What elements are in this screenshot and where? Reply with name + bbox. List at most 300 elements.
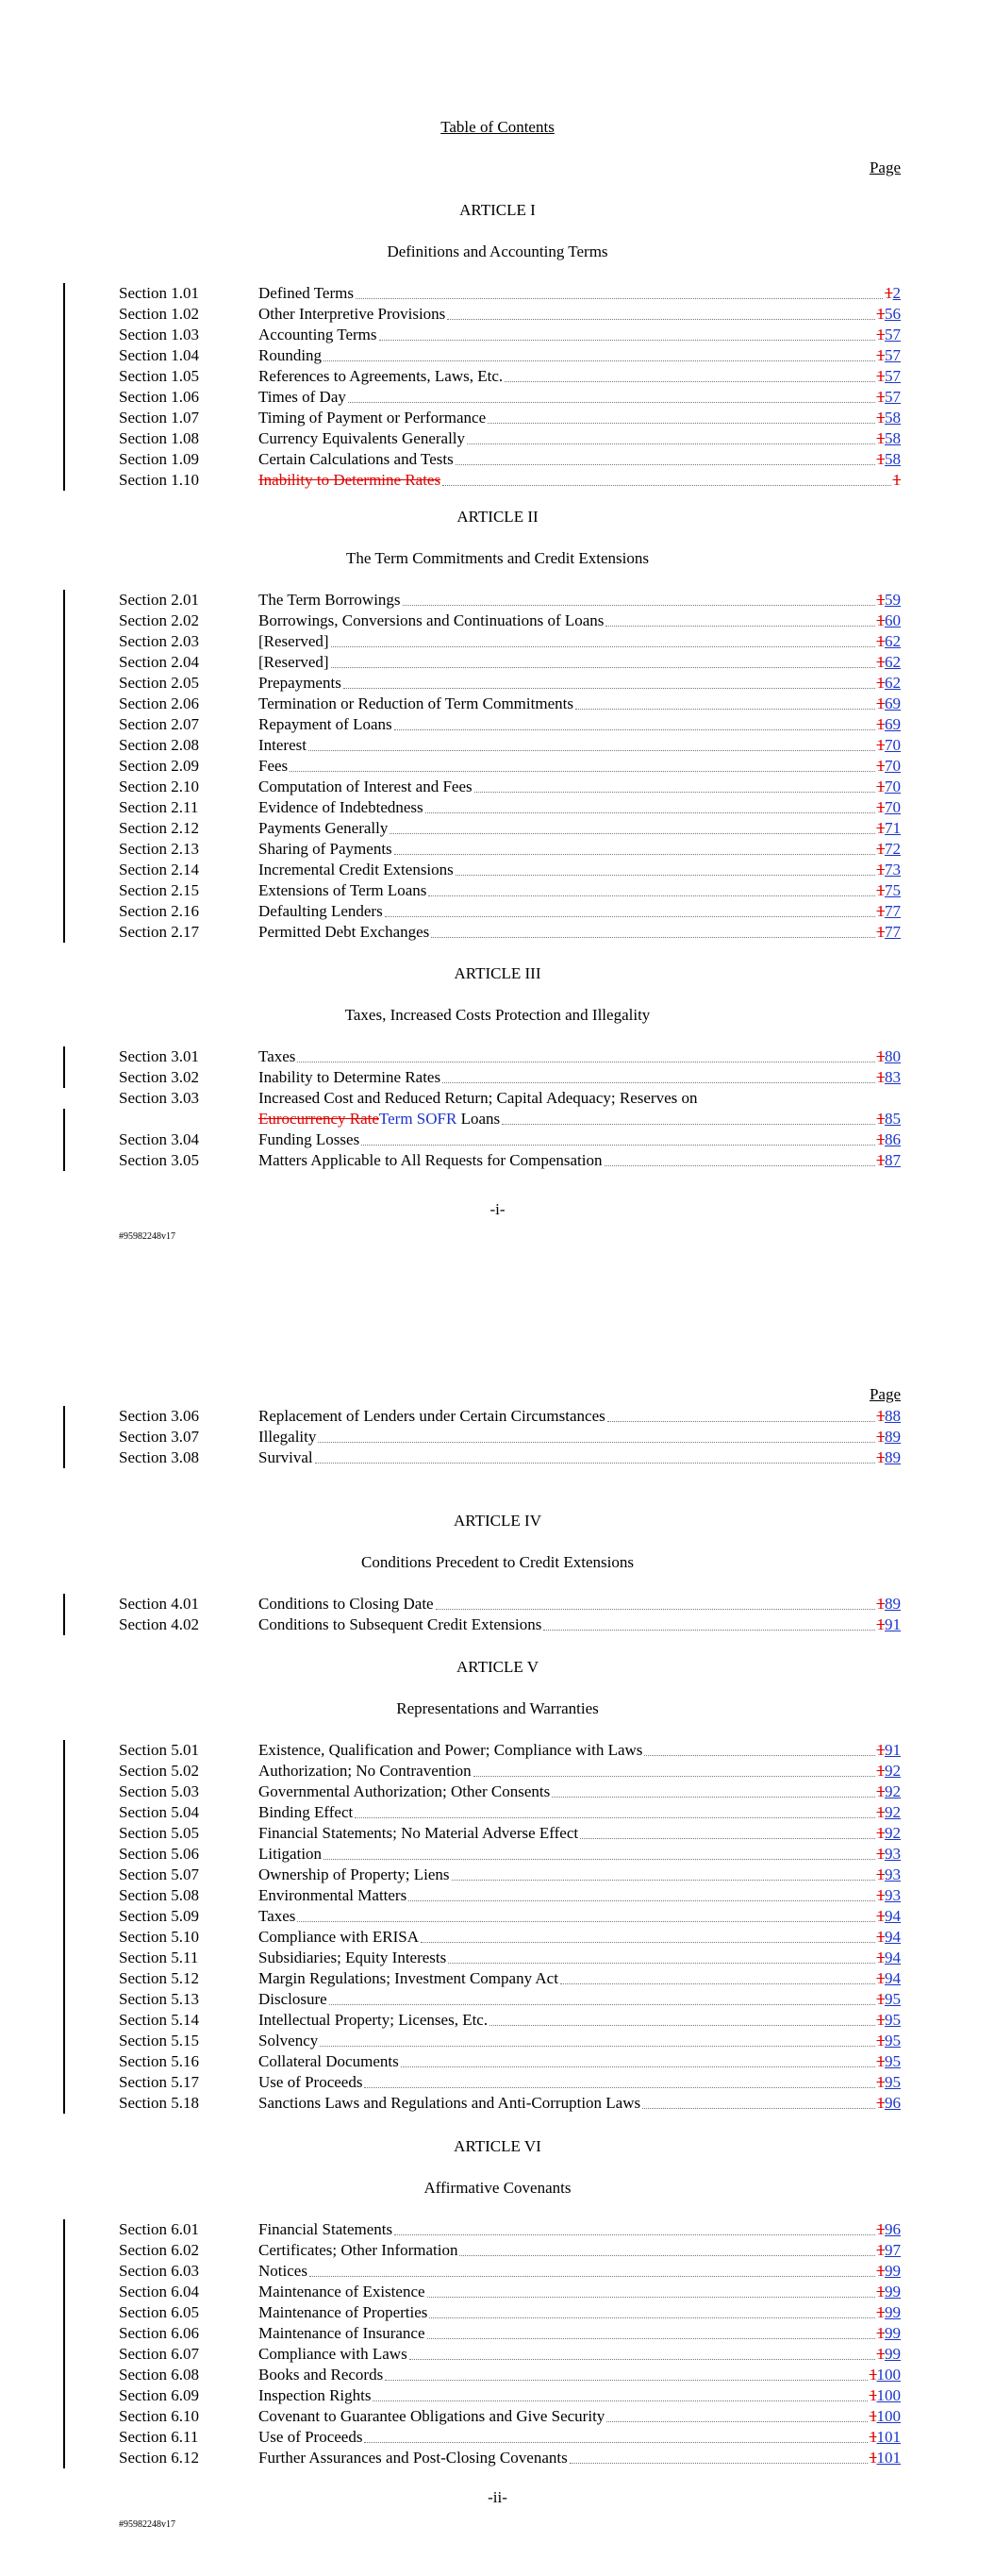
toc-entry-link[interactable] — [258, 694, 901, 714]
article-heading: ARTICLE III — [454, 964, 541, 982]
toc-entry — [0, 839, 995, 860]
dot-leader — [297, 1920, 874, 1922]
toc-entry-link[interactable] — [258, 611, 901, 631]
section-title: Sharing of Payments — [258, 840, 392, 858]
page-ref — [877, 2240, 902, 2261]
section-title: Borrowings, Conversions and Continuations of Loans — [258, 611, 605, 629]
article-3-continued — [0, 1406, 995, 1468]
toc-entry-link[interactable] — [258, 673, 901, 694]
toc-entry — [0, 1802, 995, 1823]
dot-leader — [575, 708, 875, 710]
change-bar — [63, 2219, 65, 2468]
toc-entry-link[interactable] — [258, 777, 901, 797]
page-ref — [877, 2323, 902, 2344]
toc-entry-link[interactable] — [258, 756, 901, 777]
toc-entry-link[interactable] — [258, 1150, 901, 1171]
dot-leader — [385, 915, 875, 917]
dot-leader — [390, 832, 874, 834]
inserted-page-number: 100 — [876, 2366, 901, 2384]
toc-entry-link[interactable] — [258, 1844, 901, 1865]
toc-entry-link[interactable] — [258, 2051, 901, 2072]
section-title: Maintenance of Properties — [258, 2303, 428, 2321]
toc-entry-link[interactable] — [258, 1447, 901, 1468]
page-ref — [877, 366, 902, 387]
section-title: Times of Day — [258, 388, 346, 406]
toc-entry — [0, 1406, 995, 1427]
section-title: Disclosure — [258, 1990, 327, 2008]
change-bar — [63, 283, 65, 491]
page-ref — [877, 2072, 902, 2093]
toc-entry-link[interactable] — [258, 1865, 901, 1885]
section-title: Interest — [258, 736, 307, 754]
page-ref — [877, 735, 902, 756]
change-bar — [63, 1046, 65, 1088]
toc-entry — [0, 1968, 995, 1989]
section-number: Section 5.07 — [119, 1865, 199, 1883]
toc-entry — [0, 387, 995, 408]
section-number: Section 5.05 — [119, 1824, 199, 1842]
dot-leader — [318, 1441, 874, 1443]
section-title: Litigation — [258, 1845, 323, 1863]
dot-leader — [452, 1879, 875, 1881]
toc-entry — [0, 2427, 995, 2448]
section-number: Section 6.10 — [119, 2407, 199, 2425]
inserted-page-number: 70 — [885, 798, 901, 816]
page-ref — [877, 1129, 902, 1150]
section-number: Section 1.09 — [119, 450, 199, 468]
toc-entry-link[interactable] — [258, 2323, 901, 2344]
page-ref — [877, 652, 902, 673]
inserted-page-number: 56 — [885, 305, 901, 323]
toc-entry — [0, 735, 995, 756]
deleted-page-number: 1 — [876, 346, 885, 364]
toc-entry-link[interactable] — [258, 818, 901, 839]
toc-entry-link[interactable] — [258, 1129, 901, 1150]
toc-entry-link[interactable] — [258, 449, 901, 470]
inserted-page-number: 75 — [885, 881, 901, 899]
toc-entry-link[interactable] — [258, 345, 901, 366]
deleted-page-number: 1 — [876, 2052, 885, 2070]
section-number: Section 2.08 — [119, 736, 199, 754]
section-number: Section 5.04 — [119, 1803, 199, 1821]
toc-entry-link[interactable] — [258, 1740, 901, 1761]
section-number: Section 4.01 — [119, 1595, 199, 1613]
toc-entry-link[interactable] — [258, 1927, 901, 1948]
page-number: -i- — [489, 1200, 506, 1218]
toc-entry — [0, 2031, 995, 2051]
toc-entry — [0, 283, 995, 304]
toc-entry-link[interactable] — [258, 901, 901, 922]
dot-leader — [488, 422, 874, 424]
inserted-page-number: 101 — [876, 2428, 901, 2446]
page-ref — [877, 1781, 902, 1802]
toc-entries — [0, 1046, 995, 1171]
section-title: Inability to Determine Rates — [258, 471, 441, 489]
section-title: Maintenance of Existence — [258, 2283, 425, 2300]
toc-entry-link[interactable] — [258, 428, 901, 449]
section-number: Section 2.02 — [119, 611, 199, 629]
article-5 — [0, 1657, 995, 2114]
section-title: Defined Terms — [258, 284, 354, 302]
dot-leader — [297, 1061, 874, 1062]
dot-leader — [409, 2358, 875, 2360]
toc-entry-link[interactable] — [258, 1781, 901, 1802]
section-number: Section 5.13 — [119, 1990, 199, 2008]
section-number: Section 6.06 — [119, 2324, 199, 2342]
inserted-page-number: 62 — [885, 674, 901, 692]
toc-entry-link[interactable] — [258, 2093, 901, 2114]
deleted-page-number: 1 — [876, 2032, 885, 2049]
toc-entry — [0, 1948, 995, 1968]
toc-entry-link[interactable] — [258, 304, 901, 325]
toc-entry-link[interactable] — [258, 2406, 901, 2427]
deleted-page-number: 1 — [869, 2386, 877, 2404]
inserted-page-number: 93 — [885, 1865, 901, 1883]
inserted-page-number: 95 — [885, 2052, 901, 2070]
toc-entry-link[interactable] — [258, 2261, 901, 2282]
deleted-page-number: 1 — [876, 2011, 885, 2029]
change-bar — [63, 1406, 65, 1468]
section-title: Certain Calculations and Tests — [258, 450, 454, 468]
page-ref — [877, 2261, 902, 2282]
deleted-page-number: 1 — [876, 367, 885, 385]
page-ref — [877, 818, 902, 839]
dot-leader — [505, 380, 874, 382]
change-bar — [63, 1740, 65, 2114]
inserted-page-number: 99 — [885, 2262, 901, 2280]
dot-leader — [502, 1123, 874, 1125]
toc-entry-link[interactable] — [258, 1614, 901, 1635]
page-ref — [877, 839, 902, 860]
toc-entry — [0, 756, 995, 777]
dot-leader — [323, 360, 874, 361]
inserted-page-number: 92 — [885, 1803, 901, 1821]
section-number: Section 2.04 — [119, 653, 199, 671]
page-ref — [893, 470, 902, 491]
deleted-page-number: 1 — [876, 1969, 885, 1987]
inserted-page-number: 93 — [885, 1886, 901, 1904]
section-title: Conditions to Subsequent Credit Extensions — [258, 1615, 542, 1633]
toc-entry — [0, 1989, 995, 2010]
toc-entry-link[interactable] — [258, 1088, 901, 1129]
section-title: Currency Equivalents Generally — [258, 429, 466, 447]
page-ref — [877, 2219, 902, 2240]
toc-entry-link[interactable] — [258, 2072, 901, 2093]
section-title: [Reserved] — [258, 653, 329, 671]
toc-entry — [0, 2406, 995, 2427]
deleted-page-number: 1 — [876, 881, 885, 899]
inserted-page-number: 57 — [885, 367, 901, 385]
inserted-page-number: 62 — [885, 632, 901, 650]
dot-leader — [394, 853, 875, 855]
page-ref — [877, 1594, 902, 1614]
dot-leader — [467, 443, 874, 444]
inserted-page-number: 100 — [876, 2386, 901, 2404]
toc-entry-link[interactable] — [258, 2427, 901, 2448]
toc-entry-link[interactable] — [258, 1885, 901, 1906]
toc-entry-link[interactable] — [258, 2365, 901, 2385]
deleted-page-number: 1 — [876, 819, 885, 837]
section-title: Payments Generally — [258, 819, 389, 837]
toc-entry — [0, 2323, 995, 2344]
deleted-page-number: 1 — [876, 1428, 885, 1446]
toc-entry-link[interactable] — [258, 1823, 901, 1844]
section-title: Permitted Debt Exchanges — [258, 923, 430, 941]
toc-entry-link[interactable] — [258, 2219, 901, 2240]
inserted-page-number: 59 — [885, 591, 901, 609]
section-title: Further Assurances and Post-Closing Covenants — [258, 2449, 568, 2467]
section-title-line2 — [258, 1109, 901, 1129]
toc-entry — [0, 673, 995, 694]
inserted-page-number: 69 — [885, 715, 901, 733]
section-title: Compliance with Laws — [258, 2345, 407, 2363]
deleted-page-number: 1 — [876, 715, 885, 733]
toc-entry-link[interactable] — [258, 1948, 901, 1968]
deleted-page-number: 1 — [876, 2324, 885, 2342]
inserted-page-number: 80 — [885, 1047, 901, 1065]
toc-entry — [0, 1906, 995, 1927]
inserted-page-number: 92 — [885, 1782, 901, 1800]
dot-leader — [473, 1775, 875, 1777]
toc-entry — [0, 428, 995, 449]
section-number: Section 6.01 — [119, 2220, 199, 2238]
toc-page-2 — [0, 1288, 995, 2576]
section-number: Section 3.08 — [119, 1448, 199, 1466]
section-number: Section 6.08 — [119, 2366, 199, 2384]
toc-entry-link[interactable] — [258, 1802, 901, 1823]
deleted-page-number: 1 — [876, 1110, 885, 1128]
toc-entry — [0, 2385, 995, 2406]
inserted-page-number: 96 — [885, 2220, 901, 2238]
page-ref — [885, 283, 901, 304]
article-1 — [0, 200, 995, 491]
article-heading: ARTICLE VI — [454, 2137, 541, 2155]
toc-entry — [0, 1844, 995, 1865]
inserted-page-number: 57 — [885, 388, 901, 406]
toc-entry-link[interactable] — [258, 1989, 901, 2010]
toc-entry-link[interactable] — [258, 408, 901, 428]
section-title: Books and Records — [258, 2366, 384, 2384]
section-number: Section 5.12 — [119, 1969, 199, 1987]
toc-entry-link[interactable] — [258, 283, 901, 304]
inserted-page-number: 77 — [885, 923, 901, 941]
section-title: Inspection Rights — [258, 2386, 372, 2404]
toc-entry — [0, 408, 995, 428]
toc-entry-link[interactable] — [258, 387, 901, 408]
dot-leader — [364, 2441, 867, 2443]
section-number: Section 6.02 — [119, 2241, 199, 2259]
toc-entry — [0, 922, 995, 943]
dot-leader — [320, 2045, 874, 2047]
change-bar — [63, 590, 65, 943]
section-number: Section 1.08 — [119, 429, 199, 447]
article-title: Definitions and Accounting Terms — [387, 243, 608, 260]
section-title: The Term Borrowings — [258, 591, 401, 609]
toc-entry — [0, 777, 995, 797]
deleted-page-number: 1 — [876, 2094, 885, 2112]
toc-entry — [0, 1046, 995, 1067]
dot-leader — [385, 2379, 867, 2381]
toc-entry — [0, 2282, 995, 2302]
toc-entry — [0, 2010, 995, 2031]
section-number: Section 5.17 — [119, 2073, 199, 2091]
inserted-page-number: 60 — [885, 611, 901, 629]
article-title: The Term Commitments and Credit Extensions — [346, 549, 649, 567]
toc-entry-link[interactable] — [258, 1594, 901, 1614]
section-number: Section 6.04 — [119, 2283, 199, 2300]
toc-entry-link[interactable] — [258, 2010, 901, 2031]
dot-leader — [408, 1899, 874, 1901]
section-number: Section 5.14 — [119, 2011, 199, 2029]
dot-leader — [331, 645, 875, 647]
inserted-page-number: 99 — [885, 2345, 901, 2363]
article-2 — [0, 507, 995, 943]
deleted-page-number: 1 — [876, 757, 885, 775]
toc-entries — [0, 1740, 995, 2114]
section-title: Covenant to Guarantee Obligations and Give Security — [258, 2407, 605, 2425]
article-3 — [0, 963, 995, 1171]
toc-entry-link[interactable] — [258, 652, 901, 673]
section-title: Accounting Terms — [258, 326, 377, 343]
inserted-page-number: 91 — [885, 1615, 901, 1633]
toc-entry — [0, 345, 995, 366]
inserted-page-number: 95 — [885, 2032, 901, 2049]
page-ref — [877, 1865, 902, 1885]
page-ref — [877, 1427, 902, 1447]
deleted-page-number: 1 — [876, 1741, 885, 1759]
page-ref — [877, 756, 902, 777]
deleted-page-number: 1 — [876, 409, 885, 427]
deleted-page-number: 1 — [876, 1407, 885, 1425]
deleted-page-number: 1 — [876, 861, 885, 878]
section-number: Section 1.04 — [119, 346, 199, 364]
dot-leader — [428, 895, 874, 896]
section-number: Section 2.12 — [119, 819, 199, 837]
toc-entry-link[interactable] — [258, 2385, 901, 2406]
dot-leader — [427, 2337, 875, 2339]
inserted-page-number: 58 — [885, 450, 901, 468]
deleted-page-number: 1 — [876, 1907, 885, 1925]
inserted-page-number: 73 — [885, 861, 901, 878]
document-id: #95982248v17 — [119, 1231, 175, 1242]
deleted-page-number: 1 — [876, 450, 885, 468]
page-ref — [877, 2093, 902, 2114]
toc-entry-link[interactable] — [258, 470, 901, 491]
toc-entry-link[interactable] — [258, 2344, 901, 2365]
toc-entry-link[interactable] — [258, 1406, 901, 1427]
page-ref — [870, 2406, 901, 2427]
toc-entry-link[interactable] — [258, 797, 901, 818]
section-number: Section 3.05 — [119, 1151, 199, 1169]
page-ref — [877, 2344, 902, 2365]
toc-entry — [0, 2448, 995, 2468]
page-ref — [877, 2010, 902, 2031]
dot-leader — [543, 1629, 874, 1631]
section-number: Section 1.05 — [119, 367, 199, 385]
deleted-page-number: 1 — [876, 2345, 885, 2363]
toc-entry-link[interactable] — [258, 839, 901, 860]
page-ref — [877, 345, 902, 366]
toc-entry-link[interactable] — [258, 880, 901, 901]
toc-entry-link[interactable] — [258, 1046, 901, 1067]
toc-entry — [0, 470, 995, 491]
dot-leader — [606, 2420, 867, 2422]
section-title: Termination or Reduction of Term Commitments — [258, 694, 573, 712]
deleted-page-number: 1 — [876, 1151, 885, 1169]
section-number: Section 1.07 — [119, 409, 199, 427]
toc-entry-link[interactable] — [258, 2240, 901, 2261]
section-number: Section 2.15 — [119, 881, 199, 899]
deleted-page-number: 1 — [876, 1782, 885, 1800]
page-ref — [877, 714, 902, 735]
dot-leader — [323, 1858, 874, 1860]
deleted-page-number: 1 — [876, 902, 885, 920]
deleted-page-number: 1 — [876, 1803, 885, 1821]
dot-leader — [329, 2003, 875, 2005]
toc-entry-link[interactable] — [258, 1761, 901, 1781]
toc-entry-link[interactable] — [258, 2282, 901, 2302]
toc-entry-link[interactable] — [258, 366, 901, 387]
toc-entry-link[interactable] — [258, 590, 901, 611]
deleted-page-number: 1 — [876, 798, 885, 816]
inserted-page-number: 99 — [885, 2283, 901, 2300]
section-number: Section 5.10 — [119, 1928, 199, 1946]
page-ref — [877, 1150, 902, 1171]
toc-entry-link[interactable] — [258, 1906, 901, 1927]
toc-entry-link[interactable] — [258, 631, 901, 652]
deleted-page-number: 1 — [876, 653, 885, 671]
dot-leader — [364, 2086, 874, 2088]
toc-entry-link[interactable] — [258, 325, 901, 345]
inserted-page-number: 95 — [885, 2073, 901, 2091]
section-title: Compliance with ERISA — [258, 1928, 419, 1946]
article-title: Conditions Precedent to Credit Extensions — [361, 1553, 634, 1571]
page-ref — [877, 408, 902, 428]
toc-entry-link[interactable] — [258, 1968, 901, 1989]
toc-entry-link[interactable] — [258, 2302, 901, 2323]
inserted-page-number: 96 — [885, 2094, 901, 2112]
toc-entry — [0, 1088, 995, 1129]
section-title: Extensions of Term Loans — [258, 881, 427, 899]
page-ref — [870, 2448, 901, 2468]
section-title: Other Interpretive Provisions — [258, 305, 446, 323]
dot-leader — [356, 297, 883, 299]
inserted-page-number: 83 — [885, 1068, 901, 1086]
toc-entry-link[interactable] — [258, 1427, 901, 1447]
toc-entry-link[interactable] — [258, 2031, 901, 2051]
toc-entry-link[interactable] — [258, 714, 901, 735]
section-number: Section 2.03 — [119, 632, 199, 650]
toc-entry-link[interactable] — [258, 1067, 901, 1088]
section-title: Use of Proceeds — [258, 2073, 363, 2091]
toc-entry-link[interactable] — [258, 735, 901, 756]
section-number: Section 2.17 — [119, 923, 199, 941]
toc-entry-link[interactable] — [258, 922, 901, 943]
inserted-page-number: 88 — [885, 1407, 901, 1425]
section-title: Maintenance of Insurance — [258, 2324, 425, 2342]
page-ref — [877, 860, 902, 880]
inserted-page-number: 94 — [885, 1969, 901, 1987]
deleted-page-number: 1 — [892, 471, 901, 489]
dot-leader — [309, 2275, 875, 2277]
toc-entry-link[interactable] — [258, 2448, 901, 2468]
section-title: Matters Applicable to All Requests for Compensation — [258, 1151, 603, 1169]
change-bar — [63, 1109, 65, 1171]
page-ref — [877, 590, 902, 611]
toc-entry-link[interactable] — [258, 860, 901, 880]
section-number: Section 6.03 — [119, 2262, 199, 2280]
title-tail: Loans — [456, 1110, 501, 1128]
